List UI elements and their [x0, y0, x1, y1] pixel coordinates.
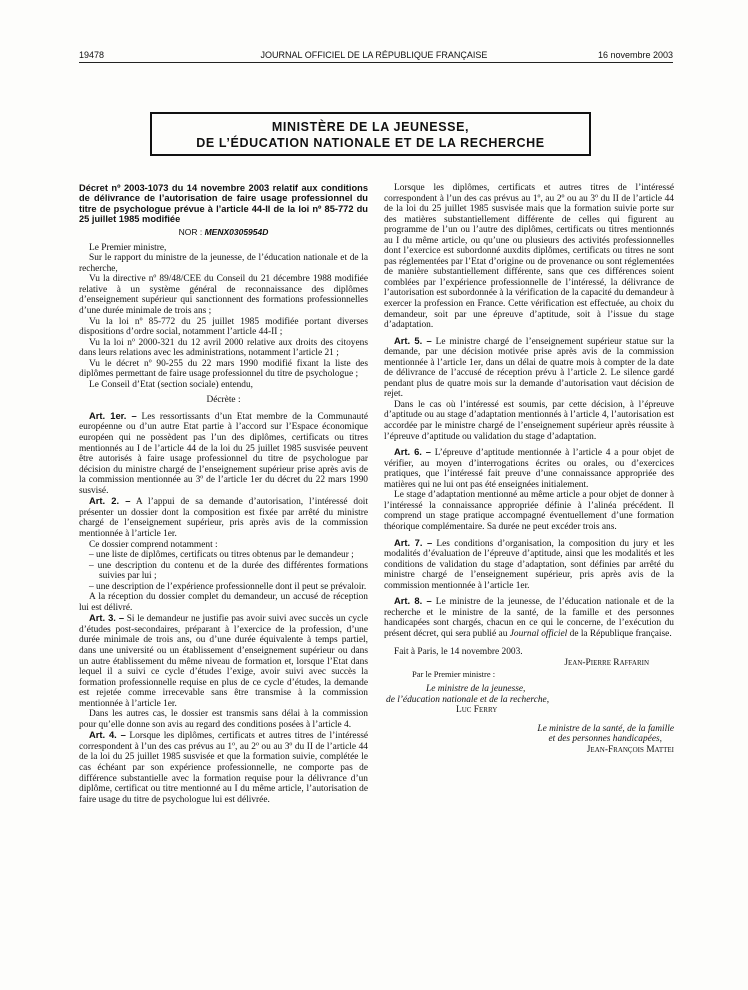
article-3 — [79, 613, 368, 709]
minister-2-title-1: Le ministre de la santé, de la famille — [537, 723, 674, 734]
journal-title: JOURNAL OFFICIEL DE LA RÉPUBLIQUE FRANÇAISE — [260, 50, 488, 60]
minister-1-title-1: Le ministre de la jeunesse, — [426, 684, 526, 695]
article-text: Le ministre chargé de l’enseignement supérieur statue sur la demande, par une décision motivée prise après avis de la commission mentionnée à l’article 1er, dans un délai de quatre mois à compter de la date de délivrance de l’accusé de réception prévu à l’article 2. Le silence gardé pendant plus de quatre mois sur la demande d’autorisation vaut décision de rejet. — [384, 336, 675, 400]
list-item: – une liste de diplômes, certificats ou titres obtenus par le demandeur ; — [89, 550, 354, 561]
article-1 — [79, 411, 368, 496]
preamble-line: Le Conseil d’Etat (section sociale) entendu, — [89, 379, 254, 390]
article-label: Art. 1er. – — [89, 409, 137, 421]
header-rule — [79, 62, 673, 63]
preamble-line: Vu la directive nº 89/48/CEE du Conseil du 21 décembre 1988 modifiée relative à un système général de reconnaissance des diplômes d’enseignement supérieur qui sanctionnent des formations professionnelles d’une durée minimale de trois ans ; — [79, 274, 368, 317]
preamble-line: Vu le décret nº 90-255 du 22 mars 1990 modifié fixant la liste des diplômes permettant de faire usage professionnel du titre de psychologue ; — [79, 358, 368, 380]
ministry-line-1: MINISTÈRE DE LA JEUNESSE, — [271, 120, 470, 134]
article-label: Art. 5. – — [394, 334, 432, 346]
article-6 — [384, 447, 674, 490]
article-text: Lorsque les diplômes, certificats et autres titres de l’intéressé correspondent à l’un des cas prévus au 1º, au 2º ou au 3º du II de l’article 44 de la loi du 25 juillet 1985 susvisée et que la formation suivie, complétée le cas échéant par son expérience professionnelle, ne comporte pas de différence substantielle avec la formation requise pour la délivrance d’un diplôme, certificat ou titre mentionné au I du même article, l’autorisation de faire usage du titre de psychologue lui est délivrée. — [79, 731, 369, 805]
nor-label: NOR : — [178, 227, 203, 238]
nor-value: MENX0305954D — [204, 227, 269, 238]
article-text: Si le demandeur ne justifie pas avoir suivi avec succès un cycle d’études post-secondaires, préparant à l’exercice de la profession, d’une durée minimale de trois ans, ou d’une durée équivalente à temps partiel, dans une université ou un établissement d’enseignement supérieur ou dans un autre établissement du même niveau de formation et, lorsque l’Etat dans lequel il a suivi ce cycle d’études l’exige, avoir suivi avec succès la formation professionnelle requise en plus de ce cycle d’études, la demande est rejetée comme irrecevable sans être transmise à la commission mentionnée à l’article 1er. — [79, 614, 368, 709]
article-text: L’épreuve d’aptitude mentionnée à l’article 4 a pour objet de vérifier, au moyen d’interrogations écrites ou orales, ou d’exercices pratiques, que l’intéressé fait preuve d’une connaissance appropriée des matières qui ne lui ont pas été enseignées initialement. — [384, 448, 674, 490]
preamble-line: Vu la loi nº 2000-321 du 12 avril 2000 relative aux droits des citoyens dans leurs relations avec les administrations, notamment l’article 21 ; — [79, 337, 368, 359]
article-2 — [79, 496, 368, 539]
preamble-line: Le Premier ministre, — [89, 242, 167, 253]
article-label: Art. 7. – — [394, 536, 433, 548]
article-label: Art. 3. – — [89, 612, 125, 624]
minister-2-name: Jean-François Mattei — [586, 744, 674, 755]
article-label: Art. 4. – — [89, 729, 126, 741]
article-paragraph: Ce dossier comprend notamment : — [89, 539, 218, 550]
article-paragraph: Dans le cas où l’intéressé est soumis, par cette décision, à l’épreuve d’aptitude ou au stage d’adaptation mentionnés à l’article 4, l’autorisation est accordée par le ministre chargé de l’enseignement supérieur après réussite à l’épreuve d’aptitude ou validation du stage d’adaptation. — [384, 399, 674, 442]
article-text-end: de la République française. — [569, 628, 672, 639]
article-label: Art. 6. – — [394, 446, 432, 458]
article-label: Art. 8. – — [394, 595, 432, 607]
decrete-heading: Décrète : — [206, 395, 241, 406]
par-pm: Par le Premier ministre : — [412, 668, 496, 679]
article-8 — [384, 596, 674, 639]
right-column — [384, 183, 674, 755]
article-4 — [79, 730, 368, 805]
left-column — [79, 183, 368, 805]
article-5 — [384, 336, 674, 400]
decree-title: Décret nº 2003-1073 du 14 novembre 2003 relatif aux conditions de délivrance de l’autorisation de faire usage professionnel du titre de psychologue prévue à l’article 44-II de la loi nº 85-772 du 25 juillet 1985 modifiée — [79, 183, 368, 224]
page-number: 19478 — [79, 50, 105, 60]
issue-date: 16 novembre 2003 — [597, 50, 673, 60]
list-item: – une description du contenu et de la durée des différentes formations suivies par lui ; — [89, 560, 368, 582]
minister-2-title-2: et des personnes handicapées, — [548, 734, 662, 745]
journal-officiel-italic: Journal officiel — [509, 628, 568, 639]
place-date: Fait à Paris, le 14 novembre 2003. — [394, 647, 523, 658]
article-paragraph: Dans les autres cas, le dossier est transmis sans délai à la commission pour qu’elle donne son avis au regard des conditions posées à l’article 4. — [79, 709, 368, 730]
article-text: Les conditions d’organisation, la composition du jury et les modalités d’évaluation de l’épreuve d’aptitude, ainsi que les modalités et les conditions de validation du stage d’adaptation, sont définies par arrêté du ministre chargé de l’enseignement supérieur, pris après avis de la commission mentionnée à l’article 1er. — [384, 538, 675, 591]
nor-reference — [79, 227, 368, 238]
preamble-line: Sur le rapport du ministre de la jeunesse, de l’éducation nationale et de la recherche, — [79, 253, 368, 274]
article-paragraph: Lorsque les diplômes, certificats et autres titres de l’intéressé correspondent à l’un des cas prévus au 1º, au 2º ou au 3º du II de l’article 44 de la loi du 25 juillet 1985 susvisée mais que la formation suivie porte sur des matières substantiellement différente de celles qui figurent au programme de l’un ou l’autre des diplômes, certificats ou titres mentionnés au I du même article, ou qu’une ou plusieurs des activités professionnelles dont l’exercice est subordonné auxdits diplômes, certificats ou titres ne sont pas réglementées par l’Etat d’origine ou de provenance ou sont réglementées de manière substantiellement différente, sans que ces différences soient comblées par l’expérience professionnelle de l’intéressé, la délivrance de l’autorisation est subordonnée à la vérification de la capacité du demandeur à exercer la profession en France. Cette vérification est effectuée, au choix du demandeur, soit par une épreuve d’aptitude, soit à l’issue du stage d’adaptation. — [384, 183, 674, 331]
article-paragraph: A la réception du dossier complet du demandeur, un accusé de réception lui est délivré. — [79, 592, 368, 613]
article-7 — [384, 538, 674, 592]
ministry-line-2: DE L’ÉDUCATION NATIONALE ET DE LA RECHERCHE — [196, 136, 545, 150]
article-text: Les ressortissants d’un Etat membre de la Communauté européenne ou d’un autre Etat partie à l’accord sur l’Espace économique européen qui ne possèdent pas l’un des diplômes, certificats ou titres mentionnés au I de l’article 44 de la loi du 25 juillet 1985 susvisée peuvent être autorisés à faire usage professionnel du titre de psychologue par décision du ministre chargé de l’enseignement supérieur prise après avis de la commission mentionnée au 3º de l’article 1er du décret du 22 mars 1990 susvisé. — [79, 411, 368, 496]
article-text: A l’appui de sa demande d’autorisation, l’intéressé doit présenter un dossier dont la composition est fixée par arrêté du ministre chargé de l’enseignement supérieur, pris après avis de la commission mentionnée à l’article 1er. — [79, 497, 369, 539]
preamble-line: Vu la loi nº 85-772 du 25 juillet 1985 modifiée portant diverses dispositions d’ordre social, notamment l’article 44-II ; — [79, 316, 368, 338]
article-paragraph: Le stage d’adaptation mentionné au même article a pour objet de donner à l’intéressé la connaissance appropriée définie à l’alinéa précédent. Il comprend un stage pratique accompagné éventuellement d’une formation théorique complémentaire. Sa durée ne peut excéder trois ans. — [384, 490, 674, 532]
article-text: Le ministre de la jeunesse, de l’éducation nationale et de la recherche et le ministre de la santé, de la famille et des personnes handicapées sont chargés, chacun en ce qui le concerne, de l’exécution du présent décret, qui sera publié au — [384, 597, 674, 639]
ministry-box — [150, 112, 591, 156]
minister-1-name: Luc Ferry — [456, 705, 498, 716]
minister-1-title-2: de l’éducation nationale et de la recherche, — [386, 694, 550, 705]
pm-name: Jean-Pierre Raffarin — [564, 657, 649, 668]
article-label: Art. 2. – — [89, 495, 131, 507]
list-item: – une description de l’expérience professionnelle dont il peut se prévaloir. — [89, 581, 367, 592]
